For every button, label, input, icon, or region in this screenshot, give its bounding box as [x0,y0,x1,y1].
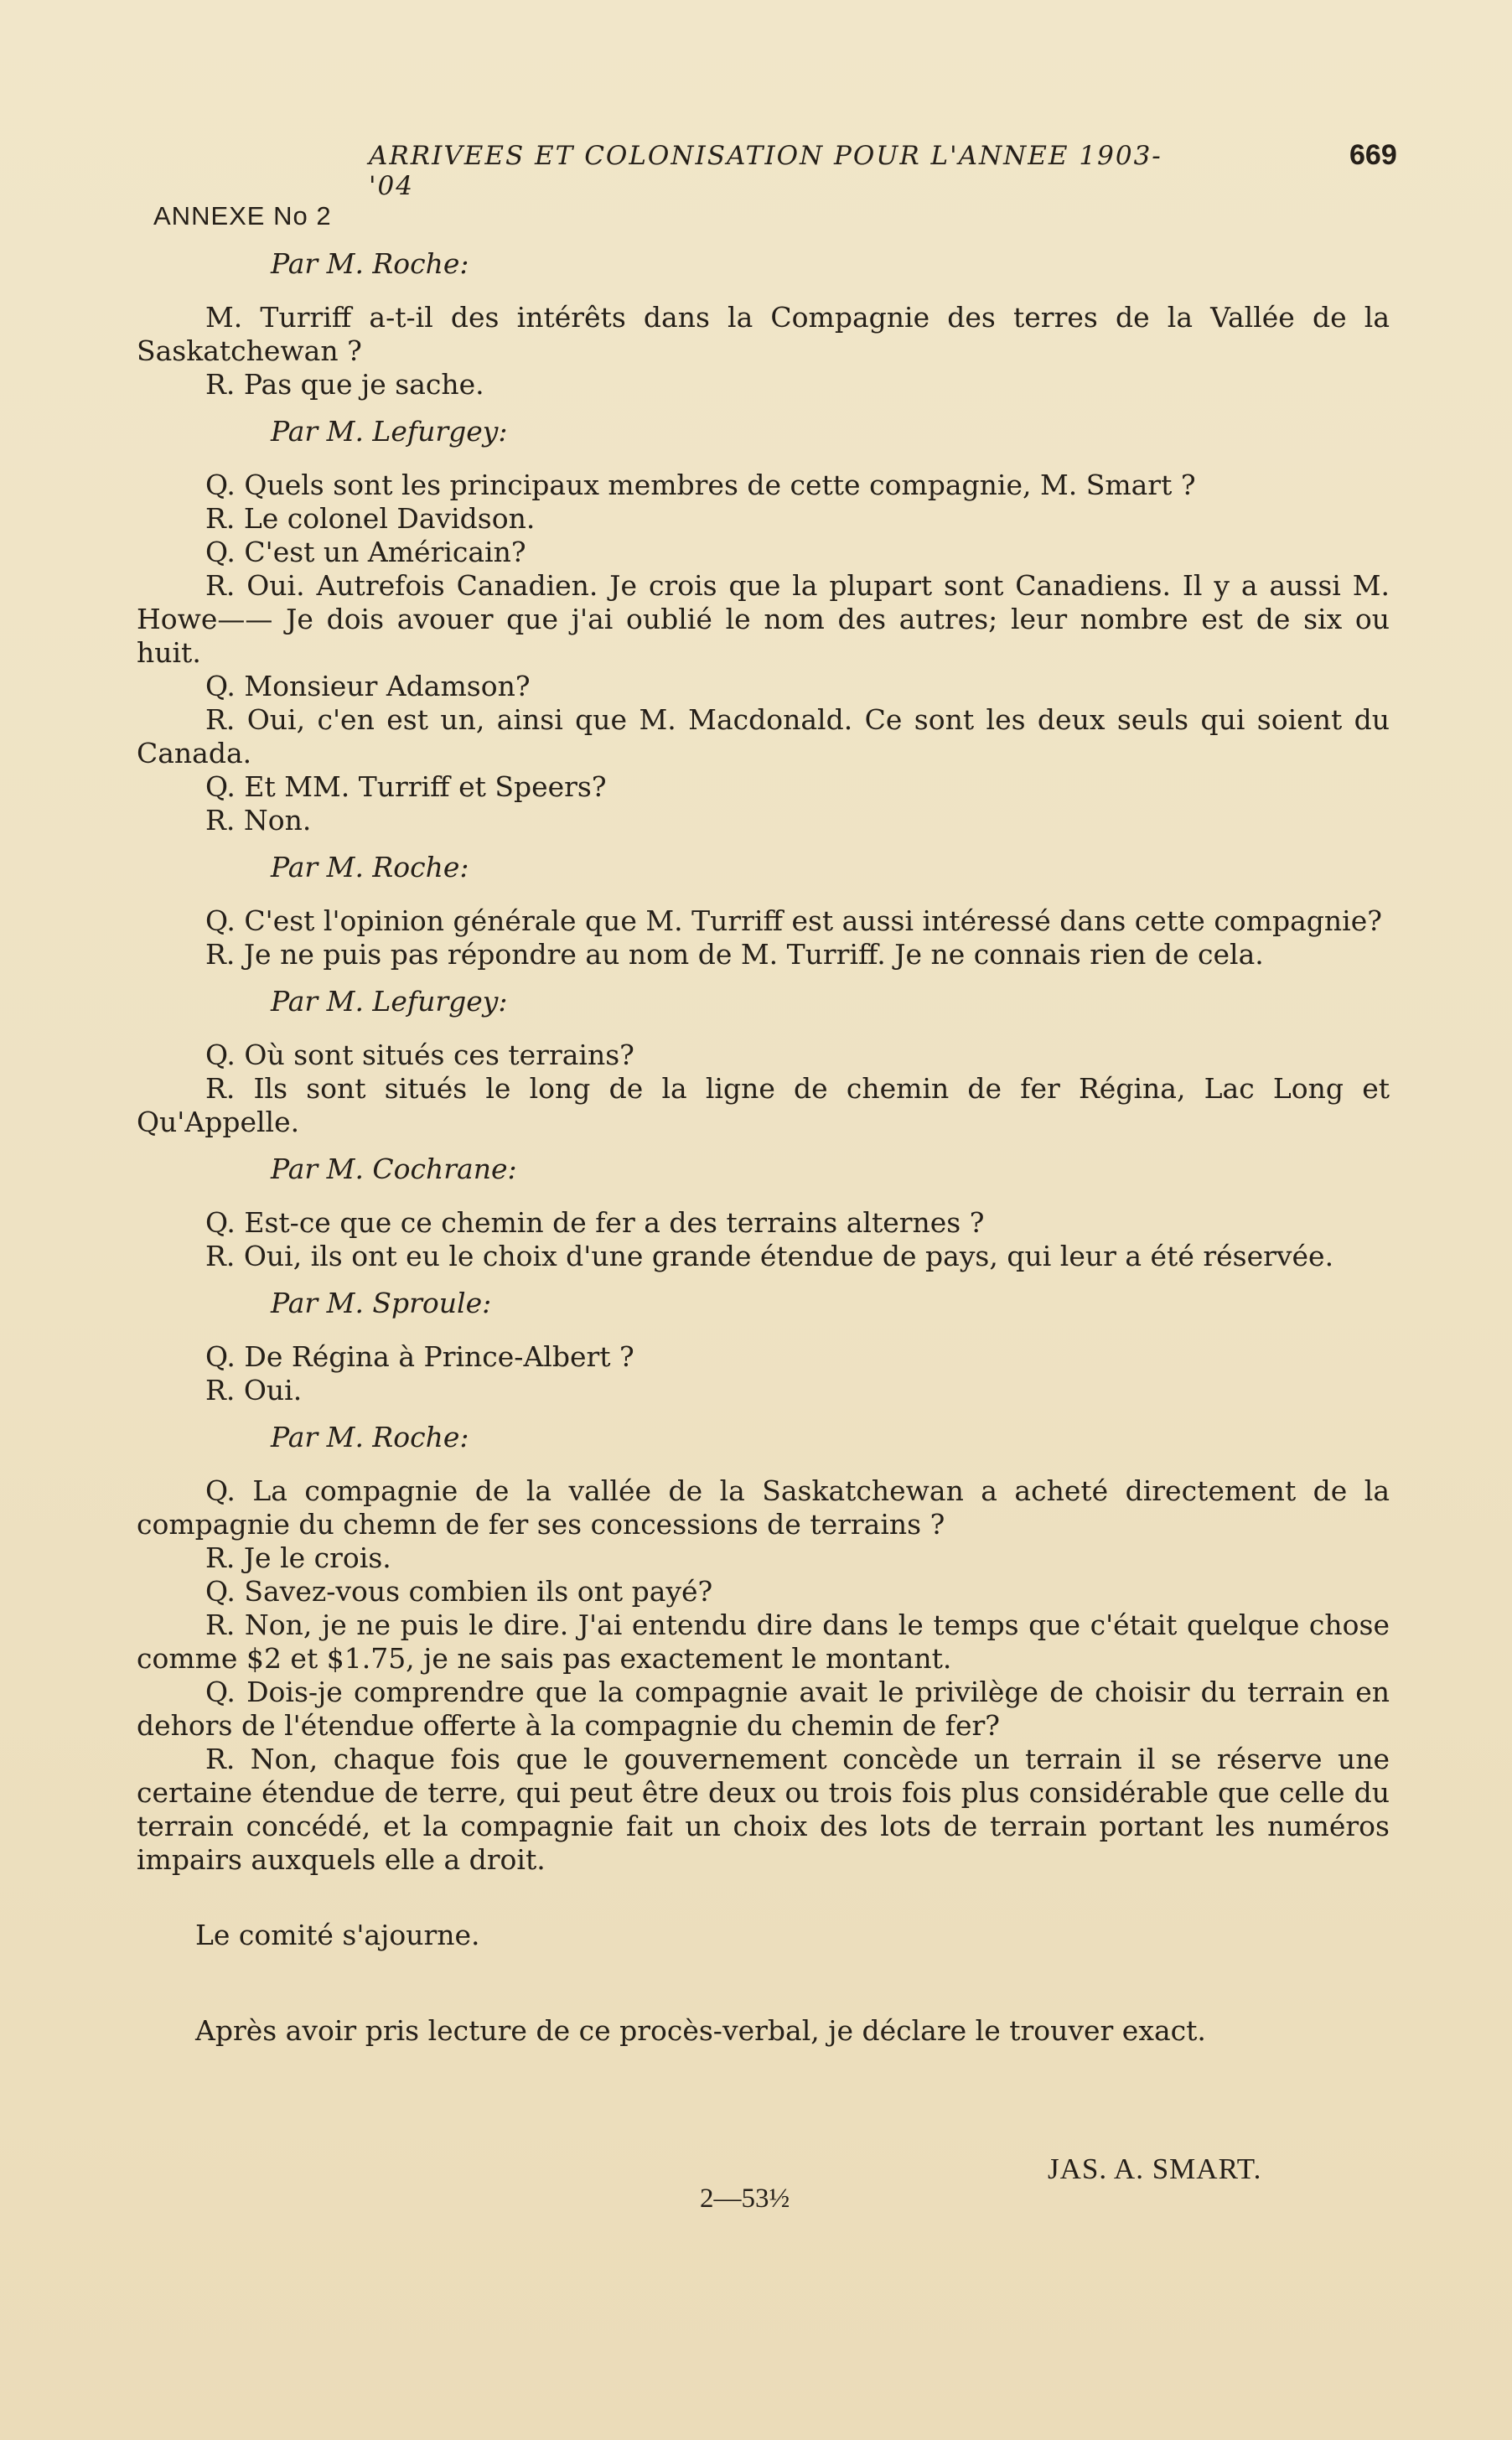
transcript-line: R. Ils sont situés le long de la ligne de chemin de fer Régina, Lac Long et Qu'Appelle. [137,1072,1390,1138]
transcript-line: R. Oui, ils ont eu le choix d'une grande étendue de pays, qui leur a été réservée. [205,1240,1334,1272]
transcript-line: R. Oui. Autrefois Canadien. Je crois que la plupart sont Canadiens. Il y a aussi M. Howe—— Je dois avouer que j'ai oublié le nom des autres; leur nombre est de six ou huit. [137,569,1390,669]
annex-label: ANNEXE No 2 [153,201,332,231]
transcript-line: R. Oui. [205,1374,303,1406]
transcript-line: R. Oui, c'en est un, ainsi que M. Macdonald. Ce sont les deux seuls qui soient du Canada. [137,703,1390,769]
speaker-heading: Par M. Roche: [271,1421,469,1453]
signature: JAS. A. SMART. [1048,2152,1262,2185]
transcript-line: Q. Dois-je comprendre que la compagnie avait le privilège de choisir du terrain en dehors de l'étendue offerte à la compagnie du chemin de fer? [137,1676,1390,1742]
transcript-line: Q. Et MM. Turriff et Speers? [205,770,607,803]
running-head: ARRIVEES ET COLONISATION POUR L'ANNEE 1903-'04 [369,141,1162,201]
transcript-line: Q. De Régina à Prince-Albert ? [205,1340,634,1373]
transcript-line: R. Je ne puis pas répondre au nom de M. Turriff. Je ne connais rien de cela. [205,938,1264,971]
page-number: 669 [1349,139,1397,171]
speaker-heading: Par M. Lefurgey: [271,415,508,448]
transcript-line: Q. Savez-vous combien ils ont payé? [205,1575,713,1608]
transcript-line: R. Non. [205,804,312,837]
speaker-heading: Par M. Roche: [271,851,469,883]
signature-mark: 2—53½ [700,2184,790,2214]
declaration-line: Après avoir pris lecture de ce procès-verbal, je déclare le trouver exact. [195,2014,1206,2047]
transcript-line: R. Je le crois. [205,1541,391,1574]
transcript-line: Q. C'est un Américain? [205,536,526,568]
closing-line: Le comité s'ajourne. [195,1919,480,1951]
transcript-line: Q. Où sont situés ces terrains? [205,1039,634,1071]
speaker-heading: Par M. Sproule: [271,1287,492,1319]
transcript-line: Q. Quels sont les principaux membres de cette compagnie, M. Smart ? [205,469,1196,501]
transcript-line: Q. C'est l'opinion générale que M. Turriff est aussi intéressé dans cette compagnie? [205,904,1382,937]
transcript-line: Q. Est-ce que ce chemin de fer a des terrains alternes ? [205,1206,985,1239]
transcript-line: Q. La compagnie de la vallée de la Saskatchewan a acheté directement de la compagnie du chemn de fer ses concessions de terrains ? [137,1474,1390,1541]
speaker-heading: Par M. Cochrane: [271,1153,517,1185]
transcript-line: R. Non, chaque fois que le gouvernement concède un terrain il se réserve une certaine étendue de terre, qui peut être deux ou trois fois plus considérable que celle du terrain concédé, et la compagnie fait un choix des lots de terrain portant les numéros impairs auxquels elle a droit. [137,1743,1390,1876]
transcript-line: R. Pas que je sache. [205,368,484,401]
transcript-line: M. Turriff a-t-il des intérêts dans la Compagnie des terres de la Vallée de la Saskatchewan ? [137,301,1390,367]
transcript-line: R. Le colonel Davidson. [205,502,536,535]
transcript-body [137,247,1390,2048]
speaker-heading: Par M. Roche: [271,247,469,280]
speaker-heading: Par M. Lefurgey: [271,985,508,1018]
transcript-line: Q. Monsieur Adamson? [205,670,531,702]
transcript-line: R. Non, je ne puis le dire. J'ai entendu dire dans le temps que c'était quelque chose comme $2 et $1.75, je ne sais pas exactement le montant. [137,1609,1390,1675]
